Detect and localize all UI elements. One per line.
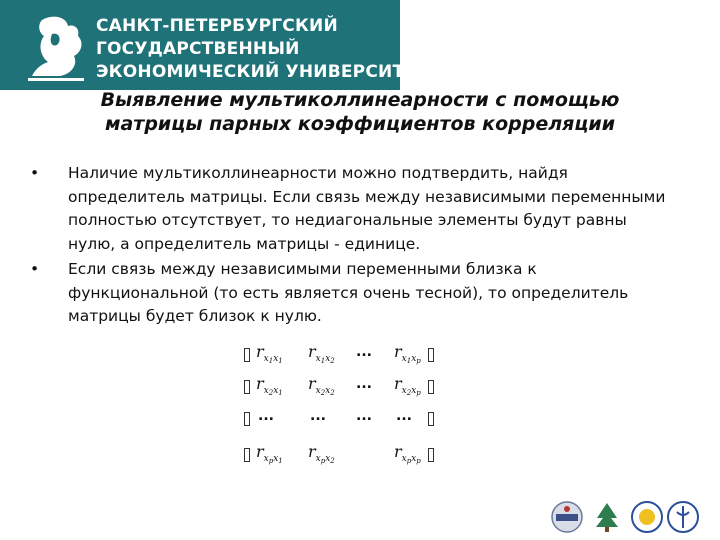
matrix-cell: $r_{x_px_1}$ xyxy=(256,442,283,465)
griffin-logo-icon xyxy=(22,12,90,82)
matrix-right-bracket xyxy=(428,380,434,394)
tree-emblem-icon xyxy=(590,500,624,534)
medical-seal-icon xyxy=(666,500,700,534)
footer-logos xyxy=(550,500,700,536)
matrix-ellipsis: ... xyxy=(310,408,326,424)
university-name-line-3: ЭКОНОМИЧЕСКИЙ УНИВЕРСИТЕТ xyxy=(96,62,428,82)
matrix-ellipsis: ... xyxy=(356,376,372,392)
matrix-cell: $r_{x_px_2}$ xyxy=(308,442,335,465)
matrix-left-bracket xyxy=(244,380,250,394)
bullet-list xyxy=(30,162,670,331)
matrix-right-bracket xyxy=(428,448,434,462)
matrix-ellipsis: ... xyxy=(396,408,412,424)
matrix-left-bracket xyxy=(244,412,250,426)
university-name-line-2: ГОСУДАРСТВЕННЫЙ xyxy=(96,39,300,59)
matrix-ellipsis: ... xyxy=(356,408,372,424)
matrix-cell: $r_{x_2x_p}$ xyxy=(394,374,421,397)
emblem-badge-icon xyxy=(550,500,584,534)
bullet-marker: • xyxy=(30,260,40,278)
slide-title-line-1: Выявление мультиколлинеарности с помощью xyxy=(100,89,620,111)
matrix-ellipsis: ... xyxy=(356,344,372,360)
matrix-cell: $r_{x_2x_2}$ xyxy=(308,374,335,397)
bullet-text-2: Если связь между независимыми переменными близка к функциональной (то есть является очень тесной), то определитель матрицы будет близок к нулю. xyxy=(68,260,629,325)
university-name-line-1: САНКТ-ПЕТЕРБУРГСКИЙ xyxy=(96,16,338,36)
matrix-cell: $r_{x_2x_1}$ xyxy=(256,374,283,397)
circle-seal-icon xyxy=(630,500,664,534)
slide-title-line-2: матрицы парных коэффициентов корреляции xyxy=(104,113,616,135)
bullet-item-1 xyxy=(30,162,670,256)
matrix-cell: $r_{x_1x_1}$ xyxy=(256,342,283,365)
matrix-cell: $r_{x_1x_2}$ xyxy=(308,342,335,365)
slide-title xyxy=(30,88,690,136)
bullet-text-1: Наличие мультиколлинеарности можно подтвердить, найдя определитель матрицы. Если связь между независимыми переменными полностью отсутствует, то недиагональные элементы будут равны нулю, а определитель матрицы - единице. xyxy=(68,164,666,253)
matrix-left-bracket xyxy=(244,448,250,462)
matrix-right-bracket xyxy=(428,348,434,362)
correlation-matrix xyxy=(252,340,442,470)
matrix-cell: $r_{x_px_p}$ xyxy=(394,442,421,465)
matrix-left-bracket xyxy=(244,348,250,362)
university-banner xyxy=(0,0,428,90)
matrix-right-bracket xyxy=(428,412,434,426)
bullet-marker: • xyxy=(30,164,40,182)
bullet-item-2 xyxy=(30,258,670,329)
matrix-ellipsis: ... xyxy=(258,408,274,424)
matrix-cell: $r_{x_1x_p}$ xyxy=(394,342,421,365)
